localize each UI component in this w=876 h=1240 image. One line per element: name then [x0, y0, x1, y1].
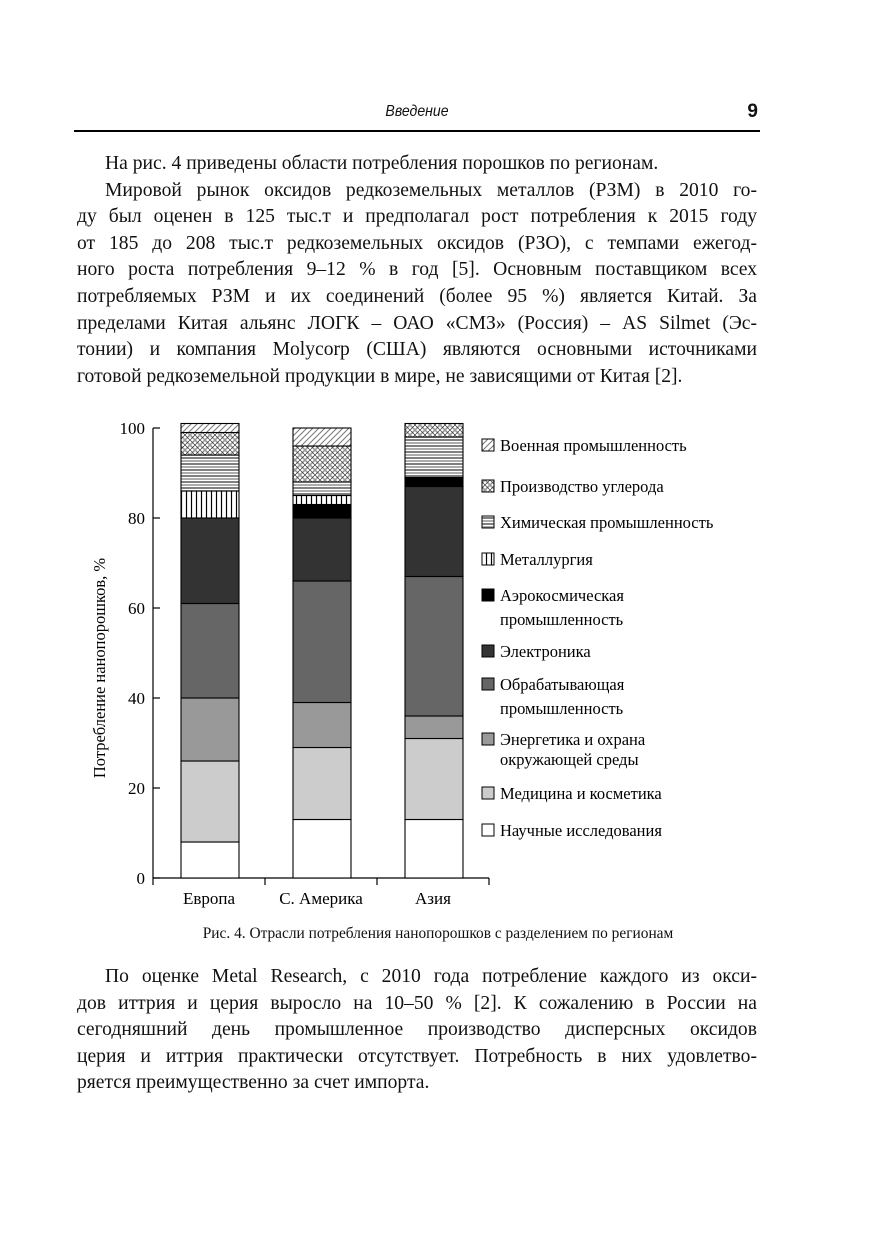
bar-segment	[405, 437, 463, 478]
bar-segment	[293, 428, 351, 446]
legend-label: Металлургия	[500, 550, 593, 569]
legend-label: промышленность	[500, 610, 624, 629]
text-line: По оценке Metal Research, с 2010 года потребление каждого из окси-	[105, 966, 757, 987]
legend-label: промышленность	[500, 699, 624, 718]
text-line: церия и иттрия практически отсутствует. Потребность в них удовлетво-	[77, 1045, 757, 1067]
legend-item	[482, 642, 591, 661]
legend-label: Химическая промышленность	[500, 513, 714, 532]
bar-segment	[293, 820, 351, 879]
text-line: потребляемых РЗМ и их соединений (более 95 %) является Китай. За	[77, 285, 757, 307]
legend-swatch-icon	[482, 733, 494, 745]
legend-item	[482, 550, 593, 569]
y-tick-label: 80	[128, 509, 145, 528]
legend-item	[482, 730, 646, 769]
intro-paragraphs	[77, 151, 757, 390]
text-line: от 185 до 208 тыс.т редкоземельных оксидов (РЗО), с темпами ежегод-	[77, 232, 757, 254]
bar-segment	[181, 433, 239, 456]
bar-segment	[293, 446, 351, 482]
y-tick-label: 20	[128, 779, 145, 798]
legend-item	[482, 586, 624, 629]
legend-swatch-icon	[482, 645, 494, 657]
legend-item	[482, 784, 662, 803]
legend-label: Научные исследования	[500, 821, 662, 840]
bar-segment	[293, 505, 351, 519]
bar-segment	[293, 518, 351, 581]
bar-segment	[405, 739, 463, 820]
x-tick-label: Азия	[415, 889, 451, 908]
x-tick-label: Европа	[182, 889, 236, 908]
bar-segment	[181, 455, 239, 491]
text-line: Мировой рынок оксидов редкоземельных металлов (РЗМ) в 2010 го-	[105, 179, 757, 201]
text-line: ряется преимущественно за счет импорта.	[77, 1072, 430, 1094]
bar-2	[405, 424, 463, 879]
y-axis-label: Потребление нанопорошков, %	[90, 557, 109, 779]
y-tick-label: 60	[128, 599, 145, 618]
text-line: пределами Китая альянс ЛОГК – ОАО «СМЗ» (Россия) – AS Silmet (Эс-	[77, 312, 757, 334]
legend-swatch-icon	[482, 787, 494, 799]
legend-label: Военная промышленность	[500, 436, 687, 455]
legend-swatch-icon	[482, 480, 494, 492]
y-tick-label: 100	[119, 419, 145, 438]
page-number: 9	[747, 101, 758, 122]
legend-label: Медицина и косметика	[500, 784, 662, 803]
legend-swatch-icon	[482, 439, 494, 451]
bar-segment	[293, 482, 351, 496]
legend-item	[482, 821, 662, 840]
legend-label: Обрабатывающая	[500, 675, 625, 694]
bar-segment	[405, 820, 463, 879]
text-line: ду был оценен в 125 тыс.т и предполагал рост потребления к 2015 году	[77, 206, 757, 228]
bar-segment	[181, 698, 239, 761]
bar-segment	[405, 487, 463, 577]
y-tick-label: 0	[136, 869, 145, 888]
bar-segment	[293, 581, 351, 703]
bar-segment	[293, 496, 351, 505]
legend-item	[482, 436, 687, 455]
stacked-bar-chart	[80, 415, 780, 915]
bar-segment	[405, 716, 463, 739]
text-line: сегодняшний день промышленное производство дисперсных оксидов	[77, 1019, 757, 1041]
text-line: дов иттрия и церия выросло на 10–50 % [2]. К сожалению в России на	[77, 992, 757, 1014]
running-title: Введение	[385, 103, 449, 120]
text-line: готовой редкоземельной продукции в мире, не зависящими от Китая [2].	[77, 365, 683, 387]
bar-segment	[181, 491, 239, 518]
legend-item	[482, 675, 625, 718]
legend-swatch-icon	[482, 553, 494, 565]
text-line: ного роста потребления 9–12 % в год [5]. Основным поставщиком всех	[77, 259, 757, 281]
bar-segment	[405, 478, 463, 487]
bar-segment	[181, 761, 239, 842]
bar-0	[181, 424, 239, 879]
text-line: На рис. 4 приведены области потребления порошков по регионам.	[105, 153, 659, 174]
legend-swatch-icon	[482, 824, 494, 836]
bar-segment	[181, 604, 239, 699]
bar-segment	[405, 577, 463, 717]
legend-swatch-icon	[482, 589, 494, 601]
text-line: тонии) и компания Molycorp (США) являются основными источниками	[77, 339, 757, 361]
bar-segment	[405, 424, 463, 438]
legend-item	[482, 513, 714, 532]
legend-label: Энергетика и охрана	[500, 730, 646, 749]
legend-item	[482, 477, 664, 496]
legend-label: окружающей среды	[500, 750, 639, 769]
outro-paragraphs	[77, 964, 757, 1097]
bar-segment	[181, 518, 239, 604]
x-tick-label: С. Америка	[279, 889, 363, 908]
bar-1	[293, 428, 351, 878]
bar-segment	[181, 842, 239, 878]
running-head	[74, 100, 760, 132]
bar-segment	[293, 748, 351, 820]
y-tick-label: 40	[128, 689, 145, 708]
legend-swatch-icon	[482, 678, 494, 690]
bar-segment	[181, 424, 239, 433]
bar-segment	[293, 703, 351, 748]
legend-label: Производство углерода	[500, 477, 664, 496]
legend-swatch-icon	[482, 516, 494, 528]
legend-label: Аэрокосмическая	[500, 586, 624, 605]
legend-label: Электроника	[500, 642, 591, 661]
figure-caption: Рис. 4. Отрасли потребления нанопорошков с разделением по регионам	[202, 925, 674, 942]
